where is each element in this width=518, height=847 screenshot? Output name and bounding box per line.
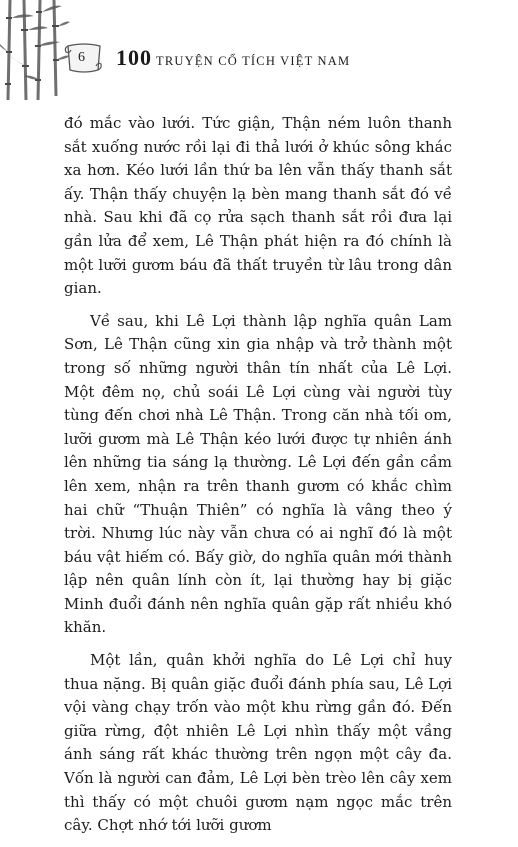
body-text — [64, 112, 452, 847]
book-title-number: 100 — [116, 45, 152, 70]
page-number: 6 — [78, 50, 85, 65]
book-title — [116, 45, 350, 71]
paragraph-1: đó mắc vào lưới. Tức giận, Thận ném luôn thanh sắt xuống nước rồi lại đi thả lưới ở khúc sông khác xa hơn. Kéo lưới lần thứ ba lên vẫn thấy thanh sắt ấy. Thận thấy chuyện lạ bèn mang thanh sắt đó về nhà. Sau khi đã cọ rửa sạch thanh sắt rồi đưa lại gần lửa để xem, Lê Thận phát hiện ra đó chính là một lưỡi gươm báu đã thất truyền từ lâu trong dân gian. — [64, 114, 452, 298]
page-header — [0, 0, 518, 100]
paragraph-2: Về sau, khi Lê Lợi thành lập nghĩa quân Lam Sơn, Lê Thận cũng xin gia nhập và trở thành một trong số những người thân tín nhất của Lê Lợi. Một đêm nọ, chủ soái Lê Lợi cùng vài người tùy tùng đến chơi nhà Lê Thận. Trong căn nhà tối om, lưỡi gươm mà Lê Thận kéo lưới được tự nhiên ánh lên những tia sáng lạ thường. Lê Lợi đến gần cầm lên xem, nhận ra trên thanh gươm có khắc chìm hai chữ “Thuận Thiên” có nghĩa là vâng theo ý trời. Nhưng lúc này vẫn chưa có ai nghĩ đó là một báu vật hiếm có. Bấy giờ, do nghĩa quân mới thành lập nên quân lính còn ít, lại thường hay bị giặc Minh đuổi đánh nên nghĩa quân gặp rất nhiều khó khăn. — [64, 311, 452, 637]
paragraph-3: Một lần, quân khởi nghĩa do Lê Lợi chỉ huy thua nặng. Bị quân giặc đuổi đánh phía sau, Lê Lợi vội vàng chạy trốn vào một khu rừng gần đó. Đến giữa rừng, đột nhiên Lê Lợi nhìn thấy một vầng ánh sáng rất khác thường trên ngọn một cây đa. Vốn là người can đảm, Lê Lợi bèn trèo lên cây xem thì thấy có một chuôi gươm nạm ngọc mắc trên cây. Chợt nhớ tới lưỡi gươm — [64, 651, 452, 835]
bamboo-illustration — [0, 0, 70, 100]
book-title-text: TRUYỆN CỔ TÍCH VIỆT NAM — [156, 54, 351, 68]
